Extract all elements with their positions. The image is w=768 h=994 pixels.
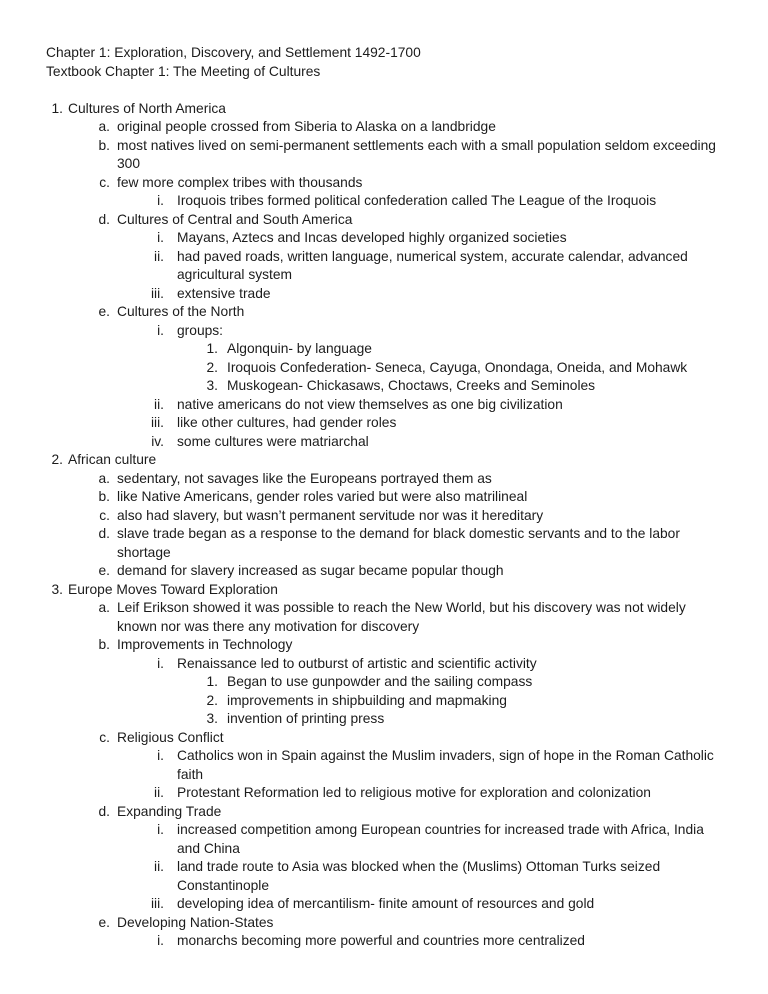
list-item-text: had paved roads, written language, numerical system, accurate calendar, advanced agricultural system	[177, 248, 688, 282]
list-item-marker: a.	[98, 470, 110, 486]
list-item	[46, 174, 722, 193]
list-item-marker: c.	[99, 507, 110, 523]
list-item-marker: c.	[99, 174, 110, 190]
list-item-marker: 3.	[51, 581, 63, 597]
list-item-text: like other cultures, had gender roles	[177, 415, 397, 430]
list-item	[46, 470, 722, 489]
list-item-text: few more complex tribes with thousands	[117, 174, 363, 190]
list-item-text: Expanding Trade	[117, 803, 222, 819]
list-item-text: native americans do not view themselves as one big civilization	[177, 396, 563, 412]
list-item-marker: a.	[98, 119, 110, 134]
list-item-text: Religious Conflict	[117, 729, 224, 745]
list-item-text: some cultures were matriarchal	[177, 433, 369, 449]
list-item-text: African culture	[68, 452, 157, 467]
list-item-text: like Native Americans, gender roles varied but were also matrilineal	[117, 489, 528, 504]
list-item	[46, 655, 722, 674]
list-item	[46, 599, 722, 636]
list-item-marker: i.	[157, 230, 164, 245]
list-item-marker: i.	[157, 933, 164, 948]
list-item	[46, 211, 722, 230]
list-item	[46, 340, 722, 359]
list-item	[46, 784, 722, 803]
list-item-marker: iv.	[151, 433, 164, 449]
list-item-marker: 2.	[206, 692, 218, 708]
list-item-marker: ii.	[154, 248, 164, 264]
list-item	[46, 414, 722, 433]
list-item-text: improvements in shipbuilding and mapmaking	[227, 692, 507, 708]
list-item	[46, 692, 722, 711]
list-item-marker: iii.	[150, 896, 164, 911]
list-item-marker: 1.	[206, 341, 218, 356]
list-item-text: Cultures of Central and South America	[117, 211, 353, 227]
list-item-marker: i.	[157, 748, 164, 763]
list-item	[46, 747, 722, 784]
list-item-marker: ii.	[154, 396, 164, 412]
doc-title-line-1: Chapter 1: Exploration, Discovery, and Settlement 1492-1700	[46, 45, 421, 60]
list-item	[46, 914, 722, 933]
list-item-marker: a.	[98, 600, 110, 615]
list-item-text: sedentary, not savages like the Europeans portrayed them as	[117, 470, 492, 486]
list-item-text: Cultures of North America	[68, 100, 226, 116]
list-item-marker: e.	[98, 914, 110, 930]
list-item-marker: 3.	[206, 711, 218, 726]
list-item-text: extensive trade	[177, 285, 271, 301]
list-item-text: Iroquois Confederation- Seneca, Cayuga, Onondaga, Oneida, and Mohawk	[227, 359, 688, 375]
list-item-marker: 2.	[51, 452, 63, 467]
list-item	[46, 359, 722, 378]
list-item-marker: c.	[99, 729, 110, 745]
list-item	[46, 488, 722, 507]
list-item-marker: b.	[98, 637, 110, 652]
list-item-marker: ii.	[154, 785, 164, 800]
list-item	[46, 562, 722, 581]
list-item	[46, 710, 722, 729]
list-item-marker: iii.	[150, 415, 164, 430]
list-item-marker: 1.	[51, 100, 63, 116]
list-item-text: also had slavery, but wasn’t permanent servitude nor was it hereditary	[117, 507, 544, 523]
list-item	[46, 581, 722, 600]
list-item-marker: d.	[98, 211, 110, 227]
list-item-text: land trade route to Asia was blocked when the (Muslims) Ottoman Turks seized Constantinople	[177, 859, 661, 893]
list-item-text: Algonquin- by language	[227, 341, 372, 356]
list-item-text: Catholics won in Spain against the Muslim invaders, sign of hope in the Roman Catholic faith	[177, 748, 714, 782]
list-item-marker: ii.	[154, 859, 164, 874]
blank-line	[46, 81, 722, 100]
list-item	[46, 285, 722, 304]
list-item-text: increased competition among European countries for increased trade with Africa, India and China	[177, 822, 704, 856]
list-item-text: original people crossed from Siberia to Alaska on a landbridge	[117, 119, 496, 134]
list-item	[46, 396, 722, 415]
list-item-text: Iroquois tribes formed political confederation called The League of the Iroquois	[177, 193, 657, 208]
list-item-marker: e.	[98, 304, 110, 319]
list-item-text: Europe Moves Toward Exploration	[68, 581, 278, 597]
list-item-text: groups:	[177, 322, 224, 338]
list-item-text: monarchs becoming more powerful and countries more centralized	[177, 933, 585, 948]
list-item	[46, 932, 722, 951]
list-item-marker: b.	[98, 137, 110, 153]
list-item	[46, 303, 722, 322]
list-item	[46, 507, 722, 526]
list-item-marker: 2.	[206, 359, 218, 375]
list-item-marker: i.	[157, 822, 164, 837]
list-item	[46, 729, 722, 748]
list-item-marker: 1.	[206, 674, 218, 689]
list-item	[46, 137, 722, 174]
list-item	[46, 118, 722, 137]
list-item	[46, 248, 722, 285]
list-item	[46, 377, 722, 396]
list-item-marker: d.	[98, 526, 110, 541]
list-item-text: slave trade began as a response to the demand for black domestic servants and to the labor shortage	[117, 526, 680, 560]
list-item-marker: d.	[98, 803, 110, 819]
list-item	[46, 525, 722, 562]
list-item	[46, 433, 722, 452]
list-item-text: Began to use gunpowder and the sailing compass	[227, 674, 533, 689]
list-item-text: Leif Erikson showed it was possible to reach the New World, but his discovery was not widely known nor was there any motivation for discovery	[117, 600, 686, 634]
list-item-text: Cultures of the North	[117, 304, 245, 319]
list-item-text: Renaissance led to outburst of artistic and scientific activity	[177, 655, 537, 671]
list-item-text: developing idea of mercantilism- finite amount of resources and gold	[177, 896, 595, 911]
list-item-text: Mayans, Aztecs and Incas developed highly organized societies	[177, 230, 567, 245]
list-item-marker: iii.	[150, 285, 164, 301]
doc-title-line-2: Textbook Chapter 1: The Meeting of Cultures	[46, 63, 321, 79]
outline-list	[46, 100, 722, 951]
list-item-marker: i.	[157, 193, 164, 208]
list-item	[46, 636, 722, 655]
list-item-marker: e.	[98, 563, 110, 578]
list-item-text: most natives lived on semi-permanent settlements each with a small population seldom exceeding 300	[117, 137, 716, 171]
list-item	[46, 192, 722, 211]
list-item-marker: i.	[157, 322, 164, 338]
list-item-text: Protestant Reformation led to religious motive for exploration and colonization	[177, 785, 651, 800]
list-item	[46, 451, 722, 470]
list-item	[46, 895, 722, 914]
list-item	[46, 821, 722, 858]
list-item-text: Improvements in Technology	[117, 637, 293, 652]
list-item	[46, 858, 722, 895]
list-item	[46, 322, 722, 341]
list-item	[46, 229, 722, 248]
list-item-marker: 3.	[206, 378, 218, 393]
list-item-marker: i.	[157, 655, 164, 671]
document-content	[46, 44, 722, 951]
list-item-text: invention of printing press	[227, 711, 385, 726]
list-item-text: Muskogean- Chickasaws, Choctaws, Creeks and Seminoles	[227, 378, 596, 393]
list-item-text: Developing Nation-States	[117, 914, 274, 930]
list-item-text: demand for slavery increased as sugar became popular though	[117, 563, 504, 578]
list-item	[46, 100, 722, 119]
list-item	[46, 803, 722, 822]
list-item	[46, 673, 722, 692]
list-item-marker: b.	[98, 489, 110, 504]
